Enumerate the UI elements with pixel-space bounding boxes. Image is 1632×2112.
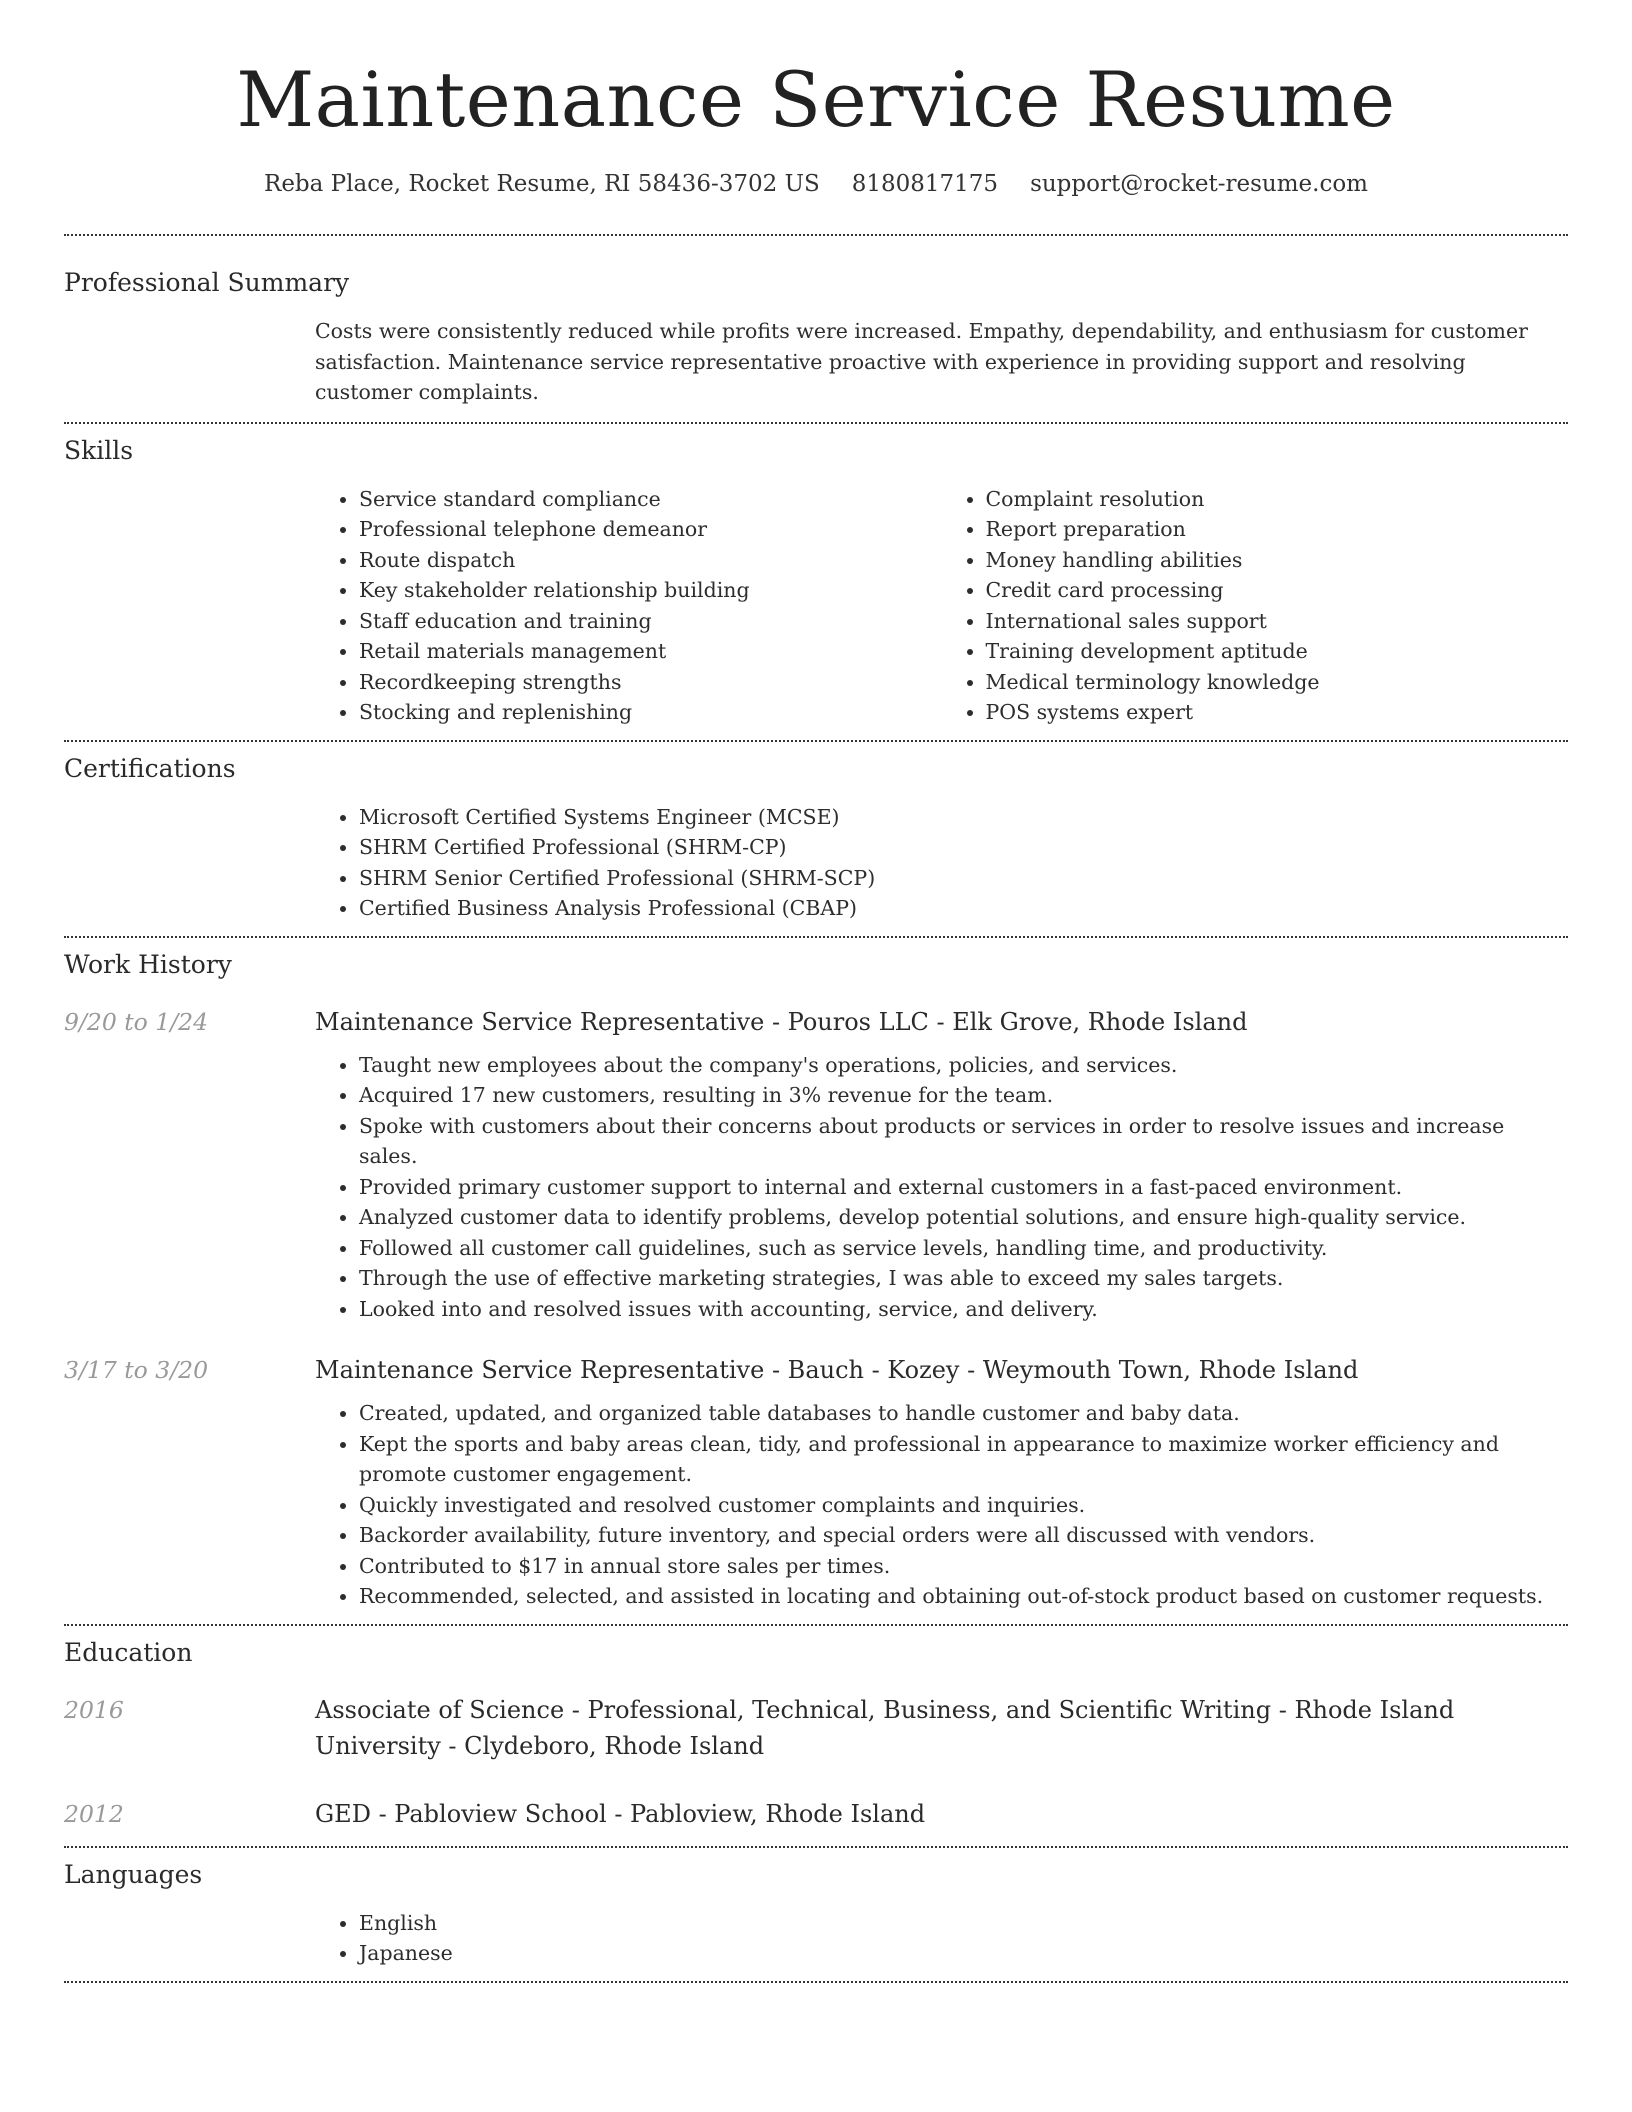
- section-divider: [64, 1846, 1568, 1848]
- section-title-work-history: Work History: [64, 949, 232, 979]
- section-divider: [64, 936, 1568, 938]
- contact-phone: 8180817175: [851, 171, 999, 197]
- skill-item: • Report preparation: [986, 514, 1569, 545]
- skills-column-right: [942, 484, 1569, 728]
- languages-list: [315, 1908, 1568, 1969]
- section-certifications: [64, 752, 1568, 936]
- skill-item: • Recordkeeping strengths: [359, 667, 942, 698]
- job-bullet: • Followed all customer call guidelines, such as service levels, handling time, and productivity.: [359, 1233, 1568, 1264]
- education-year: 2016: [64, 1695, 124, 1724]
- section-divider: [64, 1624, 1568, 1626]
- skill-item: • Medical terminology knowledge: [986, 667, 1569, 698]
- skill-item: • Route dispatch: [359, 545, 942, 576]
- job-dates: 9/20 to 1/24: [64, 1007, 209, 1036]
- contact-address: Reba Place, Rocket Resume, RI 58436-3702 US: [264, 171, 820, 197]
- language-item: • English: [359, 1908, 1568, 1939]
- section-skills: [64, 434, 1568, 740]
- job-entry: [64, 1004, 1568, 1040]
- job-bullet: • Analyzed customer data to identify problems, develop potential solutions, and ensure high-quality service.: [359, 1202, 1568, 1233]
- job-bullet: • Acquired 17 new customers, resulting in 3% revenue for the team.: [359, 1080, 1568, 1111]
- skill-item: • POS systems expert: [986, 697, 1569, 728]
- summary-text: Costs were consistently reduced while profits were increased. Empathy, dependability, and enthusiasm for customer satisfaction. Maintenance service representative proactive with experience in providing support and resolving customer complaints.: [315, 319, 1528, 404]
- skill-item: • Stocking and replenishing: [359, 697, 942, 728]
- skill-item: • Complaint resolution: [986, 484, 1569, 515]
- language-item: • Japanese: [359, 1938, 1568, 1969]
- skill-item: • Professional telephone demeanor: [359, 514, 942, 545]
- contact-email: support@rocket-resume.com: [1030, 171, 1368, 197]
- section-work-history: [64, 948, 1568, 1624]
- certification-item: • Certified Business Analysis Professional (CBAP): [359, 893, 1568, 924]
- contact-line: [64, 168, 1568, 200]
- section-divider: [64, 740, 1568, 742]
- section-divider: [64, 422, 1568, 424]
- section-divider: [64, 1981, 1568, 1983]
- job-dates: 3/17 to 3/20: [64, 1356, 209, 1384]
- section-education: [64, 1636, 1568, 1846]
- section-divider: [64, 234, 1568, 236]
- job-bullet: • Contributed to $17 in annual store sales per times.: [359, 1551, 1568, 1582]
- section-title-education: Education: [64, 1637, 193, 1667]
- education-text: GED - Pabloview School - Pabloview, Rhode Island: [315, 1799, 926, 1828]
- education-year: 2012: [64, 1799, 124, 1828]
- skill-item: • Retail materials management: [359, 636, 942, 667]
- job-bullet: • Recommended, selected, and assisted in locating and obtaining out-of-stock product based on customer requests.: [359, 1581, 1568, 1612]
- skills-list: [315, 484, 1568, 740]
- job-bullet: • Created, updated, and organized table databases to handle customer and baby data.: [359, 1398, 1568, 1429]
- certification-item: • Microsoft Certified Systems Engineer (MCSE): [359, 802, 1568, 833]
- section-title-summary: Professional Summary: [64, 268, 350, 297]
- job-bullet: • Provided primary customer support to internal and external customers in a fast-paced environment.: [359, 1172, 1568, 1203]
- section-title-skills: Skills: [64, 435, 134, 465]
- skill-item: • Staff education and training: [359, 606, 942, 637]
- section-title-certifications: Certifications: [64, 753, 236, 783]
- skill-item: • Money handling abilities: [986, 545, 1569, 576]
- job-bullet: • Taught new employees about the company's operations, policies, and services.: [359, 1050, 1568, 1081]
- certification-item: • SHRM Senior Certified Professional (SHRM-SCP): [359, 863, 1568, 894]
- certifications-list: [315, 802, 1568, 924]
- job-bullets: [315, 1398, 1568, 1612]
- job-bullet: • Looked into and resolved issues with accounting, service, and delivery.: [359, 1294, 1568, 1325]
- job-title: Maintenance Service Representative - Pouros LLC - Elk Grove, Rhode Island: [315, 1007, 1248, 1036]
- skills-column-left: [315, 484, 942, 728]
- skill-item: • Service standard compliance: [359, 484, 942, 515]
- job-bullets: [315, 1050, 1568, 1325]
- job-title: Maintenance Service Representative - Bauch - Kozey - Weymouth Town, Rhode Island: [315, 1356, 1359, 1384]
- certification-item: • SHRM Certified Professional (SHRM-CP): [359, 832, 1568, 863]
- section-summary: [64, 266, 1568, 422]
- job-bullet: • Spoke with customers about their concerns about products or services in order to resolve issues and increase sales.: [359, 1111, 1568, 1172]
- section-title-languages: Languages: [64, 1859, 203, 1889]
- job-bullet: • Quickly investigated and resolved customer complaints and inquiries.: [359, 1490, 1568, 1521]
- job-bullet: • Backorder availability, future inventory, and special orders were all discussed with vendors.: [359, 1520, 1568, 1551]
- job-entry: [64, 1352, 1568, 1388]
- skill-item: • International sales support: [986, 606, 1569, 637]
- section-languages: [64, 1858, 1568, 1981]
- skill-item: • Key stakeholder relationship building: [359, 575, 942, 606]
- job-bullet: • Through the use of effective marketing strategies, I was able to exceed my sales targets.: [359, 1263, 1568, 1294]
- skill-item: • Training development aptitude: [986, 636, 1569, 667]
- education-entry: [64, 1796, 1568, 1846]
- skill-item: • Credit card processing: [986, 575, 1569, 606]
- education-entry: [64, 1692, 1568, 1764]
- resume-title: Maintenance Service Resume: [236, 55, 1396, 144]
- education-text: Associate of Science - Professional, Technical, Business, and Scientific Writing - Rhode Island University - Clydeboro, Rhode Island: [315, 1695, 1455, 1760]
- job-bullet: • Kept the sports and baby areas clean, tidy, and professional in appearance to maximize worker efficiency and promote customer engagement.: [359, 1429, 1568, 1490]
